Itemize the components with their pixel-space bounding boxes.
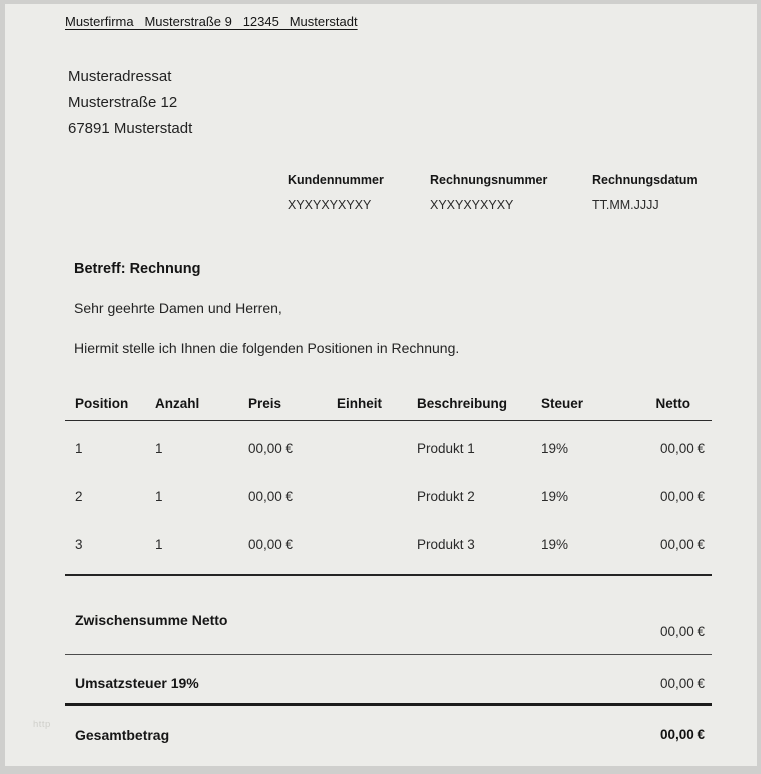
vat-value: 00,00 €: [659, 676, 705, 691]
cell-netto: 00,00 €: [659, 536, 705, 552]
cell-anzahl: 1: [155, 536, 163, 552]
salutation-line: Sehr geehrte Damen und Herren,: [74, 300, 282, 316]
customer-number-value: XYXYXYXYXY: [288, 198, 372, 212]
cell-netto: 00,00 €: [659, 488, 705, 504]
cell-anzahl: 1: [155, 440, 163, 456]
invoice-number-value: XYXYXYXYXY: [430, 198, 514, 212]
cell-beschreibung: Produkt 2: [417, 488, 475, 504]
col-header-preis: Preis: [248, 396, 282, 411]
col-header-steuer: Steuer: [541, 396, 584, 411]
cell-beschreibung: Produkt 1: [417, 440, 475, 456]
col-header-einheit: Einheit: [337, 396, 383, 411]
recipient-address-block: [68, 64, 192, 142]
table-body: [65, 421, 712, 576]
cell-beschreibung: Produkt 3: [417, 536, 475, 552]
recipient-city: 67891 Musterstadt: [68, 120, 193, 137]
table-row: [65, 520, 712, 568]
line-items-table: [65, 396, 712, 576]
scan-watermark: http: [33, 719, 51, 730]
cell-preis: 00,00 €: [248, 488, 294, 504]
invoice-number-block: [430, 173, 547, 212]
invoice-date-block: [592, 173, 698, 212]
cell-steuer: 19%: [541, 536, 569, 552]
sender-address-line: Musterfirma Musterstraße 9 12345 Musterstadt: [65, 14, 358, 29]
customer-number-block: [288, 173, 384, 212]
subject-line: Betreff: Rechnung: [74, 261, 201, 277]
table-row: [65, 472, 712, 520]
subtotal-label: Zwischensumme Netto: [75, 612, 228, 628]
recipient-street: Musterstraße 12: [68, 94, 178, 111]
col-header-position: Position: [75, 396, 129, 411]
cell-preis: 00,00 €: [248, 440, 294, 456]
invoice-number-label: Rechnungsnummer: [430, 173, 548, 187]
cell-preis: 00,00 €: [248, 536, 294, 552]
invoice-date-label: Rechnungsdatum: [592, 173, 698, 187]
cell-steuer: 19%: [541, 488, 569, 504]
subtotal-divider: [65, 654, 712, 655]
col-header-netto: Netto: [655, 396, 690, 411]
col-header-anzahl: Anzahl: [155, 396, 200, 411]
cell-steuer: 19%: [541, 440, 569, 456]
grand-total-value: 00,00 €: [659, 727, 705, 742]
recipient-name: Musteradressat: [68, 68, 172, 85]
grand-total-divider: [65, 703, 712, 706]
cell-position: 3: [75, 536, 83, 552]
table-header-row: [65, 396, 712, 421]
grand-total-label: Gesamtbetrag: [75, 727, 170, 743]
subtotal-value: 00,00 €: [659, 624, 705, 639]
cell-anzahl: 1: [155, 488, 163, 504]
invoice-date-value: TT.MM.JJJJ: [592, 198, 659, 212]
customer-number-label: Kundennummer: [288, 173, 384, 187]
intro-line: Hiermit stelle ich Ihnen die folgenden Positionen in Rechnung.: [74, 340, 460, 356]
vat-label: Umsatzsteuer 19%: [75, 675, 199, 691]
cell-position: 2: [75, 488, 83, 504]
cell-netto: 00,00 €: [659, 440, 705, 456]
col-header-beschreibung: Beschreibung: [417, 396, 508, 411]
cell-position: 1: [75, 440, 83, 456]
table-row: [65, 424, 712, 472]
